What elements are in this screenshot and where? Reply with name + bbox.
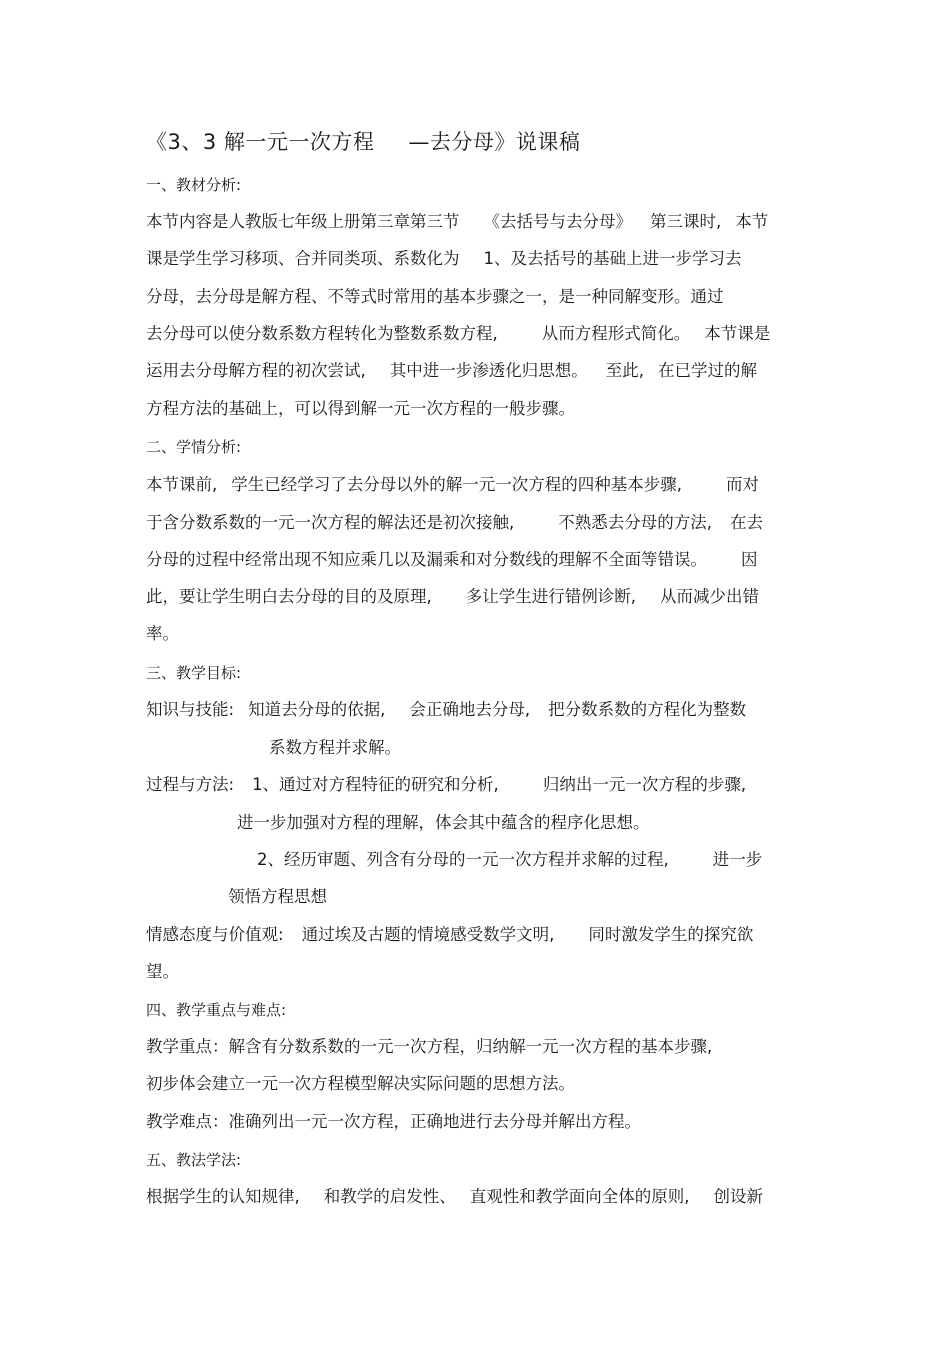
paragraph-line [146,549,758,571]
objective-emotion [146,924,753,946]
text-segment: 此，要让学生明白去分母的目的及原理, [146,587,432,606]
text-segment: 1、通过对方程特征的研究和分析, [252,775,499,794]
text-segment: 根据学生的认知规律, [146,1187,300,1206]
text-segment: 过程与方法: [146,775,235,794]
objective-process-1-cont: 进一步加强对方程的理解，体会其中蕴含的程序化思想。 [237,813,650,832]
text-segment: 创设新 [713,1187,763,1206]
text-segment: 教学难点： [146,1112,229,1131]
title-part1: 《3、3 解一元一次方程 [146,130,375,154]
paragraph-line [146,512,763,534]
document-title [146,126,580,156]
text-segment: 学生已经学习了去分母以外的解一元一次方程的四种基本步骤, [231,475,682,494]
text-segment: 本节 [735,212,769,231]
text-segment: 2、经历审题、列含有分母的一元一次方程并求解的过程, [257,850,669,869]
text-segment: 本节内容是人教版七年级上册第三章第三节 [146,212,460,231]
text-segment: 同时激发学生的探究欲 [588,925,754,944]
text-segment: 其中进一步渗透化归思想。 [389,361,588,380]
objective-knowledge [146,699,746,721]
text-segment: 分母，去分母是解方程、不等式时常用的基本步骤之一，是一种同解变形。通过 [146,287,724,306]
text-segment: 本节课前, [146,475,218,494]
text-segment: 于含分数系数的一元一次方程的解法还是初次接触, [146,513,515,532]
text-segment: 1、及去括号的基础上进一步学习去 [483,249,742,268]
text-segment: 会正确地去分母, [409,700,531,719]
text-segment: 《去括号与去分母》 [483,212,632,231]
paragraph-line [146,248,742,270]
text-segment: 因 [741,550,758,569]
paragraph-line [146,398,575,420]
key-point-line: 教学重点：解含有分数系数的一元一次方程，归纳解一元一次方程的基本步骤, [146,1037,713,1056]
paragraph-line [146,211,768,233]
text-segment: 把分数系数的方程化为整数 [548,700,747,719]
objective-process-2-cont: 领悟方程思想 [228,887,327,906]
key-point-line: 初步体会建立一元一次方程模型解决实际问题的思想方法。 [146,1074,575,1093]
objective-emotion-cont: 望。 [146,962,179,981]
text-segment: 去分母可以使分数系数方程转化为整数系数方程, [146,324,498,343]
title-part2: —去分母》说课稿 [408,130,581,154]
section-heading: 二、学情分析: [146,438,242,456]
text-segment: 情感态度与价值观: [146,925,284,944]
difficulty-line [146,1111,641,1133]
section-heading: 三、教学目标: [146,664,242,682]
text-segment: 不熟悉去分母的方法, [558,513,712,532]
text-segment: 通过埃及古题的情境感受数学文明, [301,925,555,944]
paragraph-line [146,360,757,382]
text-segment: 多让学生进行错例诊断, [465,587,636,606]
paragraph-line [146,586,759,608]
text-segment: 率。 [146,624,179,643]
text-segment: 进一步 [712,850,763,869]
text-segment: 运用去分母解方程的初次尝试, [146,361,366,380]
paragraph-line [146,474,759,496]
objective-process-1 [146,774,746,796]
text-segment: 直观性和教学面向全体的原则, [469,1187,690,1206]
text-segment: 归纳出一元一次方程的步骤, [542,775,747,794]
objective-knowledge-cont: 系数方程并求解。 [269,738,401,757]
paragraph-line [146,623,179,645]
text-segment: 分母的过程中经常出现不知应乘几以及漏乘和对分数线的理解不全面等错误。 [146,550,707,569]
objective-process-2 [257,849,762,871]
text-segment: 至此, [605,361,644,380]
paragraph-line [146,286,724,308]
text-segment: 知道去分母的依据, [248,700,386,719]
text-segment: 方程方法的基础上，可以得到解一元一次方程的一般步骤。 [146,399,575,418]
text-segment: 准确列出一元一次方程，正确地进行去分母并解出方程。 [228,1112,641,1131]
text-segment: 本节课是 [704,324,771,343]
section-heading: 一、教材分析: [146,176,242,194]
text-segment: 而对 [726,475,759,494]
text-segment: 第三课时, [650,212,722,231]
section-heading: 五、教法学法: [146,1151,242,1169]
text-segment: 在已学过的解 [658,361,757,380]
paragraph-line [146,1186,763,1208]
text-segment: 课是学生学习移项、合并同类项、系数化为 [146,249,460,268]
text-segment: 从而方程形式简化。 [541,324,691,343]
text-segment: 知识与技能: [146,700,235,719]
section-heading: 四、教学重点与难点: [146,1001,287,1019]
paragraph-line [146,323,770,345]
text-segment: 在去 [730,513,763,532]
text-segment: 从而减少出错 [660,587,759,606]
text-segment: 和教学的启发性、 [323,1187,456,1206]
